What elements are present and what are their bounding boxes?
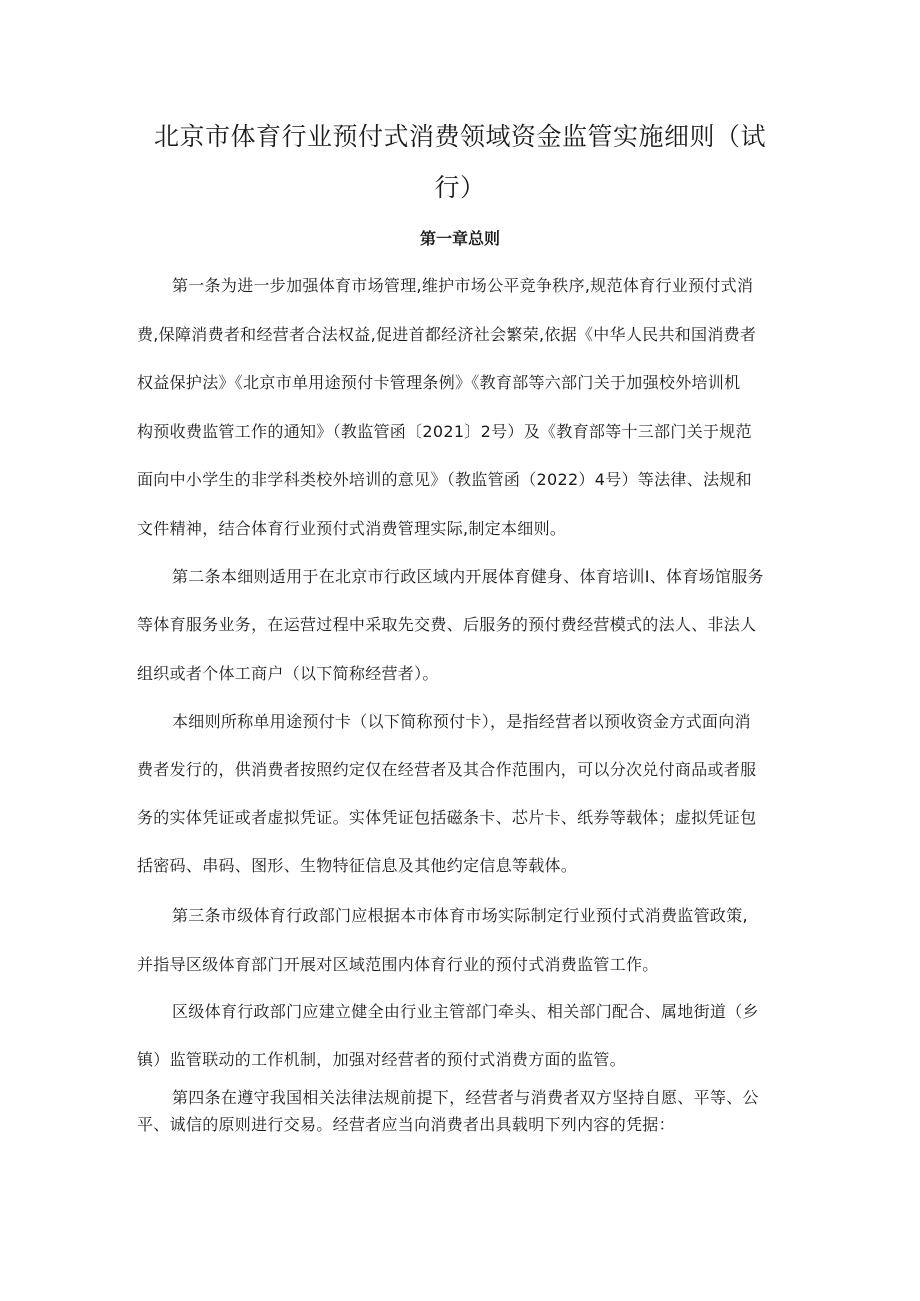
article-3-line: 并指导区级体育部门开展对区域范围内体育行业的预付式消费监管工作。 bbox=[137, 955, 659, 974]
article-1-line: 费,保障消费者和经营者合法权益,促进首都经济社会繁荣,依据《中华人民共和国消费者 bbox=[137, 325, 757, 344]
article-2b-line: 费者发行的，供消费者按照约定仅在经营者及其合作范围内，可以分次兑付商品或者服 bbox=[137, 760, 757, 779]
article-2b-line: 括密码、串码、图形、生物特征信息及其他约定信息等载体。 bbox=[137, 856, 578, 875]
article-2-line: 第二条本细则适用于在北京市行政区域内开展体育健身、体育培训Ⅰ、体育场馆服务 bbox=[172, 567, 764, 586]
article-2-line: 等体育服务业务，在运营过程中采取先交费、后服务的预付费经营模式的法人、非法人 bbox=[137, 615, 757, 634]
article-1-line: 面向中小学生的非学科类校外培训的意见》（教监管函（2022）4号）等法律、法规和 bbox=[137, 470, 752, 489]
article-1-line: 权益保护法》《北京市单用途预付卡管理条例》《教育部等六部门关于加强校外培训机 bbox=[137, 373, 741, 392]
article-3b-line: 镇）监管联动的工作机制，加强对经营者的预付式消费方面的监管。 bbox=[137, 1050, 627, 1069]
article-2b-line: 本细则所称单用途预付卡（以下简称预付卡），是指经营者以预收资金方式面向消 bbox=[172, 712, 751, 731]
article-3-line: 第三条市级体育行政部门应根据本市体育市场实际制定行业预付式消费监管政策, bbox=[172, 906, 748, 925]
article-1-line: 文件精神，结合体育行业预付式消费管理实际,制定本细则。 bbox=[137, 519, 567, 538]
document-title-line-1: 北京市体育行业预付式消费领域资金监管实施细则（试 bbox=[153, 122, 766, 151]
article-4-line: 第四条在遵守我国相关法律法规前提下，经营者与消费者双方坚持自愿、平等、公 bbox=[172, 1088, 759, 1107]
article-1-line: 第一条为进一步加强体育市场管理,维护市场公平竞争秩序,规范体育行业预付式消 bbox=[172, 276, 754, 295]
article-3b-line: 区级体育行政部门应建立健全由行业主管部门牵头、相关部门配合、属地街道（乡 bbox=[172, 1002, 759, 1021]
chapter-heading: 第一章总则 bbox=[419, 229, 500, 248]
article-2b-line: 务的实体凭证或者虚拟凭证。实体凭证包括磁条卡、芯片卡、纸券等载体；虚拟凭证包 bbox=[137, 808, 757, 827]
document-title-line-2: 行） bbox=[434, 173, 486, 202]
article-1-line: 构预收费监管工作的通知》（教监管函〔2021〕2号）及《教育部等十三部门关于规范 bbox=[137, 422, 752, 441]
article-4-line: 平、诚信的原则进行交易。经营者应当向消费者出具载明下列内容的凭据： bbox=[137, 1115, 675, 1134]
article-2-line: 组织或者个体工商户（以下简称经营者）。 bbox=[137, 664, 439, 683]
